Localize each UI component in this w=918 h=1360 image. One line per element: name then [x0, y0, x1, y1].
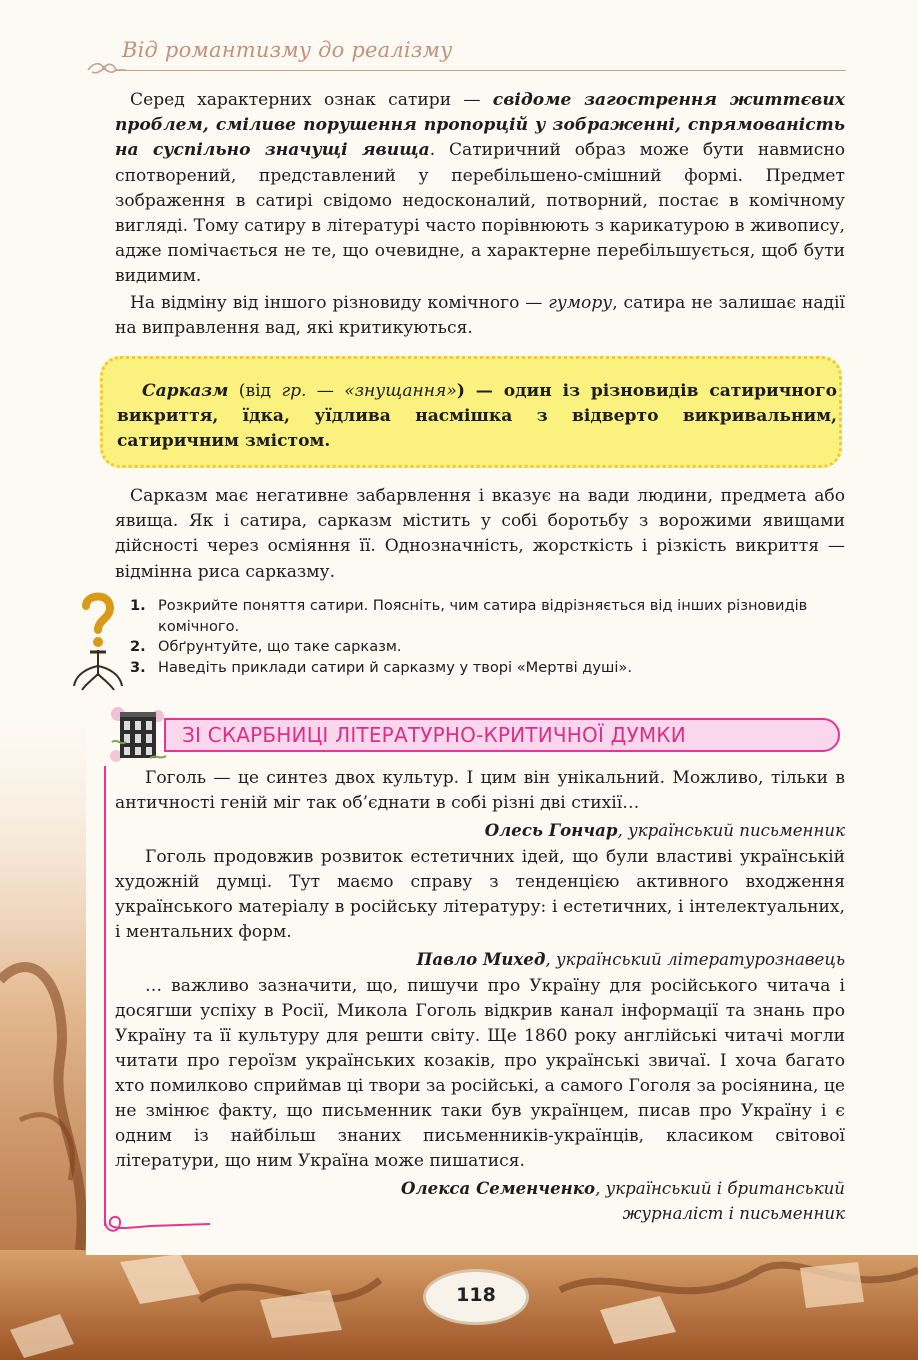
page-header — [86, 36, 846, 80]
main-text-2 — [115, 484, 845, 585]
definition-meaning: «знущання» — [344, 381, 457, 401]
paragraph-text: На відміну від іншого різновиду комічного — — [130, 292, 549, 313]
critical-quotes — [115, 766, 845, 1228]
quote-text: Гоголь — це синтез двох культур. І цим він унікальний. Можливо, тільки в античності геній міг так об’єднати в собі різні дві стихії… — [115, 768, 845, 813]
quote-attribution — [115, 947, 845, 972]
definition-part: ) — [456, 381, 465, 401]
question-mark-icon — [68, 586, 128, 692]
paragraph-text: , сатира не залишає надії на виправлення вад, які критикуються. — [115, 292, 845, 338]
page-number: 118 — [456, 1284, 496, 1306]
quote-attribution — [115, 1176, 845, 1201]
definition-term: Сарказм — [142, 381, 229, 401]
question-number: 2. — [130, 638, 146, 655]
paragraph-text: . Сатиричний образ може бути навмисно спотворений, представлений у перебільшено-смішний формі. Предмет зображення в сатирі свідомо недосконалий, потворний, постає в комічному вигляді. Тому сатиру в літературі часто порівнюють з карикатурою в живопису, адже помічається не те, що очевидне, а характерне перебільшується, щоб бути видимим. — [115, 140, 845, 287]
definition-text — [117, 379, 837, 455]
paragraph-satire — [115, 88, 845, 290]
paragraph-text: Серед характерних ознак сатири — — [130, 90, 493, 110]
paragraph-sarcasm: Сарказм має негативне забарвлення і вказує на вади людини, предмета або явища. Як і сатира, сарказм містить у собі боротьбу з ворожими явищами дійсності через осміяння її. Однозначність, жорсткість і різкість викриття — відмінна риса сарказму. — [115, 486, 845, 582]
question-list — [130, 596, 846, 678]
question-text: Обґрунтуйте, що таке сарказм. — [158, 638, 402, 655]
section-title: ЗІ СКАРБНИЦІ ЛІТЕРАТУРНО-КРИТИЧНОЇ ДУМКИ — [182, 723, 686, 747]
paragraph-humor — [115, 291, 845, 341]
quote-author: Павло Михед — [416, 949, 546, 969]
quote-text: … важливо зазначити, що, пишучи про Україну для російського читача і досягши успіху в Росії, Микола Гоголь відкрив канал інформації та знань про Україну та її культуру для решти світу. Ще 1860 року англійські читачі могли читати про героїзм українських козаків, про українські звичаї. І хоча багато хто помилково сприймав ці твори за російські, а самого Гоголя за росіянина, це не змінює факту, що письменник таки був українцем, писав про Україну і є одним із найбільш знаних письменників-українців, класиком світової літератури, що ним Україна може пишатися. — [115, 976, 845, 1171]
quote-author-role: , український письменник — [617, 821, 845, 840]
quote-attribution-line2 — [115, 1201, 845, 1226]
section-left-rule — [104, 766, 106, 1226]
quote-author-role: , український і британський — [595, 1179, 845, 1198]
definition-part: (від — [228, 381, 282, 401]
definition-part: гр. — [281, 381, 307, 401]
quote-author-role: журналіст і письменник — [622, 1204, 845, 1223]
section-banner — [164, 718, 840, 752]
section-heading — [106, 702, 846, 766]
definition-box — [100, 356, 842, 468]
quote-text: Гоголь продовжив розвиток естетичних ідей, що були властиві українській художній думці. Тут маємо справу з тенденцією активного входження українського матеріалу в російську літературу: і естетичних, і інтелектуальних, і ментальних форм. — [115, 847, 845, 942]
book-stack-icon — [106, 702, 170, 766]
emphasis-text: гумору — [548, 292, 613, 313]
quote-attribution — [115, 818, 845, 843]
question-item — [130, 637, 846, 658]
quote-author: Олекса Семенченко — [401, 1178, 596, 1198]
emphasis-text: свідоме загострення життєвих проблем, сміливе порушення пропорцій у зображенні, спрямованість на суспільно значущі явища — [115, 90, 845, 161]
definition-part: — — [306, 381, 345, 401]
question-item — [130, 596, 846, 637]
question-number: 3. — [130, 658, 146, 676]
quote-author: Олесь Гончар — [484, 820, 618, 840]
main-text — [115, 88, 845, 341]
page-number-badge — [426, 1272, 526, 1322]
definition-body: — один із різновидів сатиричного викриття, їдка, уїдлива насмішка з відверто викривальним, сатиричним змістом. — [117, 381, 837, 452]
question-number: 1. — [130, 597, 146, 614]
question-text: Розкрийте поняття сатири. Поясніть, чим сатира відрізняється від інших різновидів комічного. — [158, 597, 808, 635]
quote-author-role: , український літературознавець — [545, 950, 845, 969]
question-text: Наведіть приклади сатири й сарказму у творі «Мертві душі». — [158, 658, 632, 676]
question-item — [130, 658, 846, 679]
running-header-title: Від романтизму до реалізму — [122, 38, 453, 62]
header-rule — [116, 70, 846, 71]
